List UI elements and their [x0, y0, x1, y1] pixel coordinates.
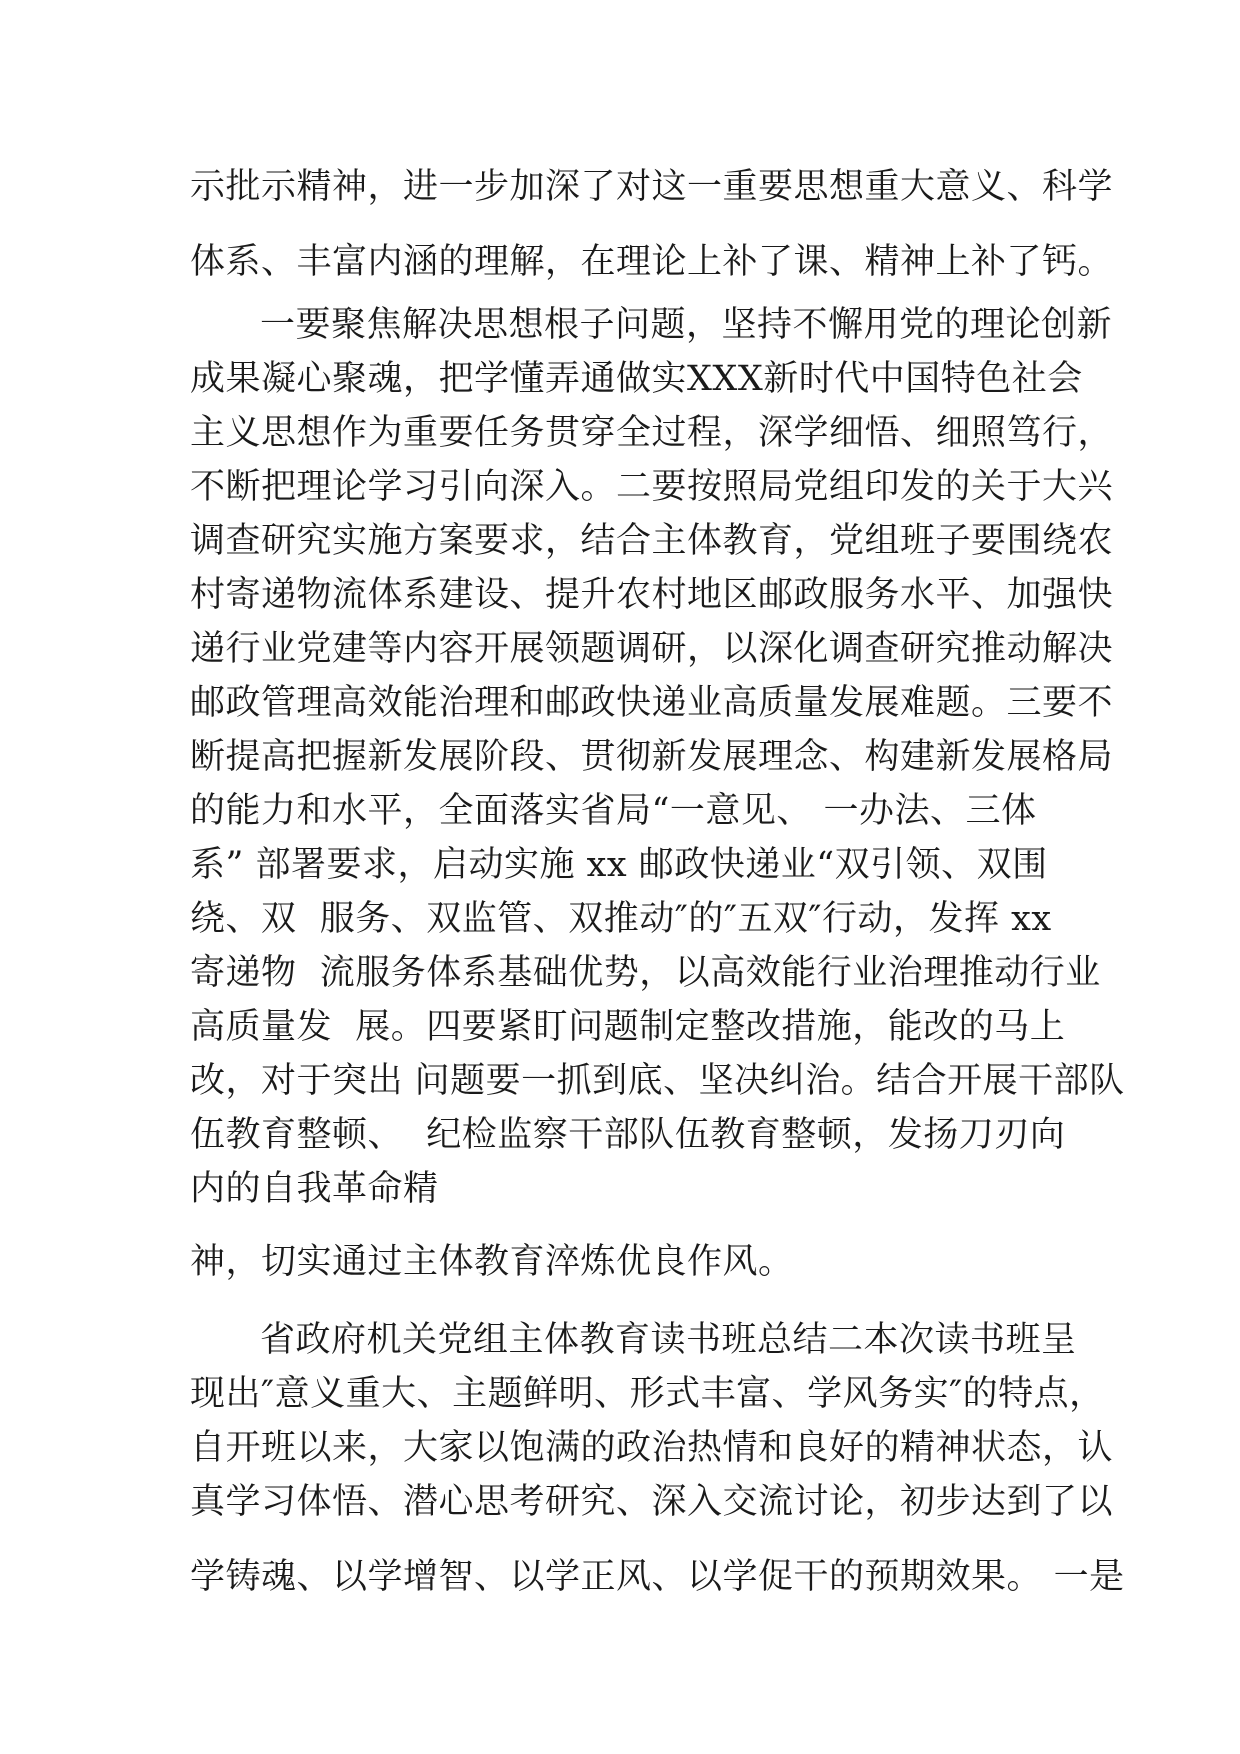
text-line: 一要聚焦解决思想根子问题，坚持不懈用党的理论创新: [260, 305, 1113, 345]
text-line: 现出″意义重大、主题鲜明、形式丰富、学风务实″的特点，: [190, 1374, 1105, 1414]
text-line: 自开班以来，大家以饱满的政治热情和良好的精神状态，认: [190, 1428, 1114, 1468]
text-line: 成果凝心聚魂，把学懂弄通做实XXX新时代中国特色社会: [190, 359, 1083, 399]
text-line: 省政府机关党组主体教育读书班总结二本次读书班呈: [260, 1320, 1077, 1360]
text-line: 寄递物 流服务体系基础优势，以高效能行业治理推动行业: [190, 953, 1101, 993]
text-line: 改，对于突出 问题要一抓到底、坚决纠治。结合开展干部队: [190, 1061, 1125, 1101]
text-line: 主义思想作为重要任务贯穿全过程，深学细悟、细照笃行，: [190, 413, 1114, 453]
text-line: 调查研究实施方案要求，结合主体教育，党组班子要围绕农: [190, 521, 1114, 561]
text-line: 学铸魂、以学增智、以学正风、以学促干的预期效果。 一是: [190, 1557, 1125, 1597]
text-line: 神，切实通过主体教育淬炼优良作风。: [190, 1242, 794, 1282]
text-line: 体系、丰富内涵的理解，在理论上补了课、精神上补了钙。: [190, 242, 1114, 282]
text-line: 邮政管理高效能治理和邮政快递业高质量发展难题。三要不: [190, 683, 1114, 723]
text-line: 村寄递物流体系建设、提升农村地区邮政服务水平、加强快: [190, 575, 1114, 615]
text-line: 真学习体悟、潜心思考研究、深入交流讨论，初步达到了以: [190, 1482, 1114, 1522]
text-line: 系” 部署要求，启动实施 xx 邮政快递业“双引领、双围: [190, 845, 1048, 885]
text-line: 内的自我革命精: [190, 1169, 439, 1209]
text-line: 伍教育整顿、 纪检监察干部队伍教育整顿，发扬刀刃向: [190, 1115, 1066, 1155]
text-line: 递行业党建等内容开展领题调研，以深化调查研究推动解决: [190, 629, 1114, 669]
text-line: 不断把理论学习引向深入。二要按照局党组印发的关于大兴: [190, 467, 1114, 507]
text-line: 绕、双 服务、双监管、双推动″的″五双″行动，发挥 xx: [190, 899, 1052, 939]
text-line: 高质量发 展。四要紧盯问题制定整改措施，能改的马上: [190, 1007, 1066, 1047]
text-line: 断提高把握新发展阶段、贯彻新发展理念、构建新发展格局: [190, 737, 1114, 777]
text-line: 的能力和水平，全面落实省局“一意见、 一办法、三体: [190, 791, 1037, 831]
text-line: 示批示精神，进一步加深了对这一重要思想重大意义、科学: [190, 167, 1114, 207]
